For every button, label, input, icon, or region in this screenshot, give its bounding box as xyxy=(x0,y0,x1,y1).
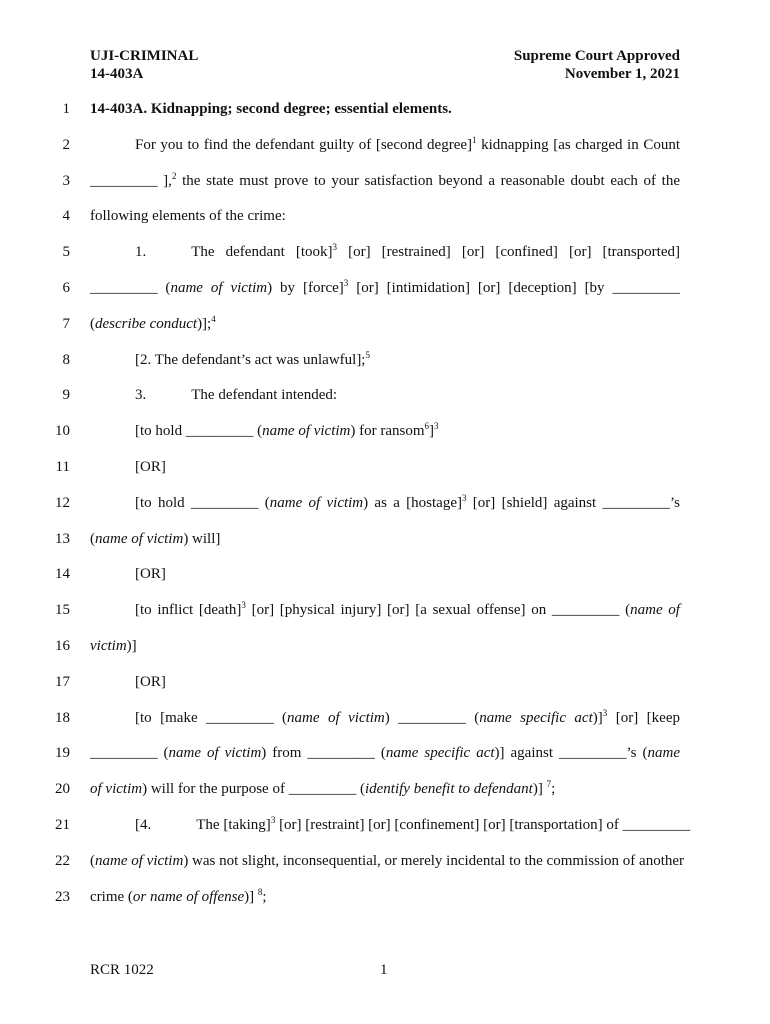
text-line: [OR] xyxy=(135,674,166,690)
line-number: 11 xyxy=(55,459,70,475)
text-line: [2. The defendant’s act was unlawful];$^5$ xyxy=(135,350,370,368)
text-line: crime (or name of offense)] $^8$; xyxy=(90,887,267,905)
line-number: 12 xyxy=(55,495,70,511)
text-line: (name of victim) was not slight, inconsequential, or merely incidental to the commission of another xyxy=(90,853,685,869)
text-line: _________ (name of victim) by [force]$^3$ [or] [intimidation] [or] [deception] [by _________ xyxy=(90,278,680,296)
text-line: [OR] xyxy=(135,566,166,582)
text-line: of victim) will for the purpose of _________ (identify benefit to defendant)] $^7$; xyxy=(90,779,556,797)
line-number: 22 xyxy=(55,853,70,869)
text-line: _________ (name of victim) from _________ (name specific act)] against _________’s (name xyxy=(90,745,680,761)
line-number: 14 xyxy=(55,566,70,582)
instruction-number: 14-403A xyxy=(90,66,144,82)
text-line: [OR] xyxy=(135,459,166,475)
text-line: _________ ],$^2$ the state must prove to your satisfaction beyond a reasonable doubt each of the xyxy=(90,171,680,189)
line-number: 20 xyxy=(55,781,70,797)
line-number: 9 xyxy=(62,387,70,403)
line-number: 2 xyxy=(62,137,70,153)
line-number: 21 xyxy=(55,817,70,833)
line-number: 18 xyxy=(55,710,70,726)
text-line: following elements of the crime: xyxy=(90,208,286,224)
instruction-title: 14-403A. Kidnapping; second degree; essential elements. xyxy=(90,101,452,117)
line-number: 3 xyxy=(62,173,70,189)
line-number: 10 xyxy=(55,423,70,439)
text-line: (name of victim) will] xyxy=(90,531,221,547)
text-line: 1. The defendant [took]$^3$ [or] [restrained] [or] [confined] [or] [transported] xyxy=(135,242,680,260)
line-number: 5 xyxy=(62,244,70,260)
line-number: 13 xyxy=(55,531,70,547)
approval-status: Supreme Court Approved xyxy=(513,48,680,64)
line-number: 23 xyxy=(55,889,70,905)
text-line: victim)] xyxy=(90,638,137,654)
approval-date: November 1, 2021 xyxy=(564,66,680,82)
text-line: For you to find the defendant guilty of [second degree]$^1$ kidnapping [as charged in Count xyxy=(135,135,680,153)
text-line: [to inflict [death]$^3$ [or] [physical injury] [or] [a sexual offense] on _________ (name of xyxy=(135,600,680,618)
line-number: 19 xyxy=(55,745,70,761)
text-line: (describe conduct)];$^4$ xyxy=(90,314,216,332)
line-number: 1 xyxy=(62,101,70,117)
line-number: 8 xyxy=(62,352,70,368)
line-number: 15 xyxy=(55,602,70,618)
text-line: 3. The defendant intended: xyxy=(135,387,338,403)
text-line: [4. The [taking]$^3$ [or] [restraint] [or] [confinement] [or] [transportation] of _________ xyxy=(135,815,691,833)
instruction-series: UJI-CRIMINAL xyxy=(90,48,199,64)
text-line: [to hold _________ (name of victim) for ransom$^6$]$^3$ xyxy=(135,421,439,439)
text-line: [to [make _________ (name of victim) _________ (name specific act)]$^3$ [or] [keep xyxy=(135,708,680,726)
header-left xyxy=(90,47,198,83)
line-number: 4 xyxy=(62,208,70,224)
line-number: 6 xyxy=(62,280,70,296)
footer-rule-number: RCR 1022 xyxy=(90,962,154,978)
line-number: 16 xyxy=(55,638,70,654)
line-number: 17 xyxy=(55,674,70,690)
text-line: [to hold _________ (name of victim) as a [hostage]$^3$ [or] [shield] against _________’s xyxy=(135,493,680,511)
line-number: 7 xyxy=(62,316,70,332)
header-right xyxy=(514,47,680,83)
footer-page-number: 1 xyxy=(380,962,388,978)
